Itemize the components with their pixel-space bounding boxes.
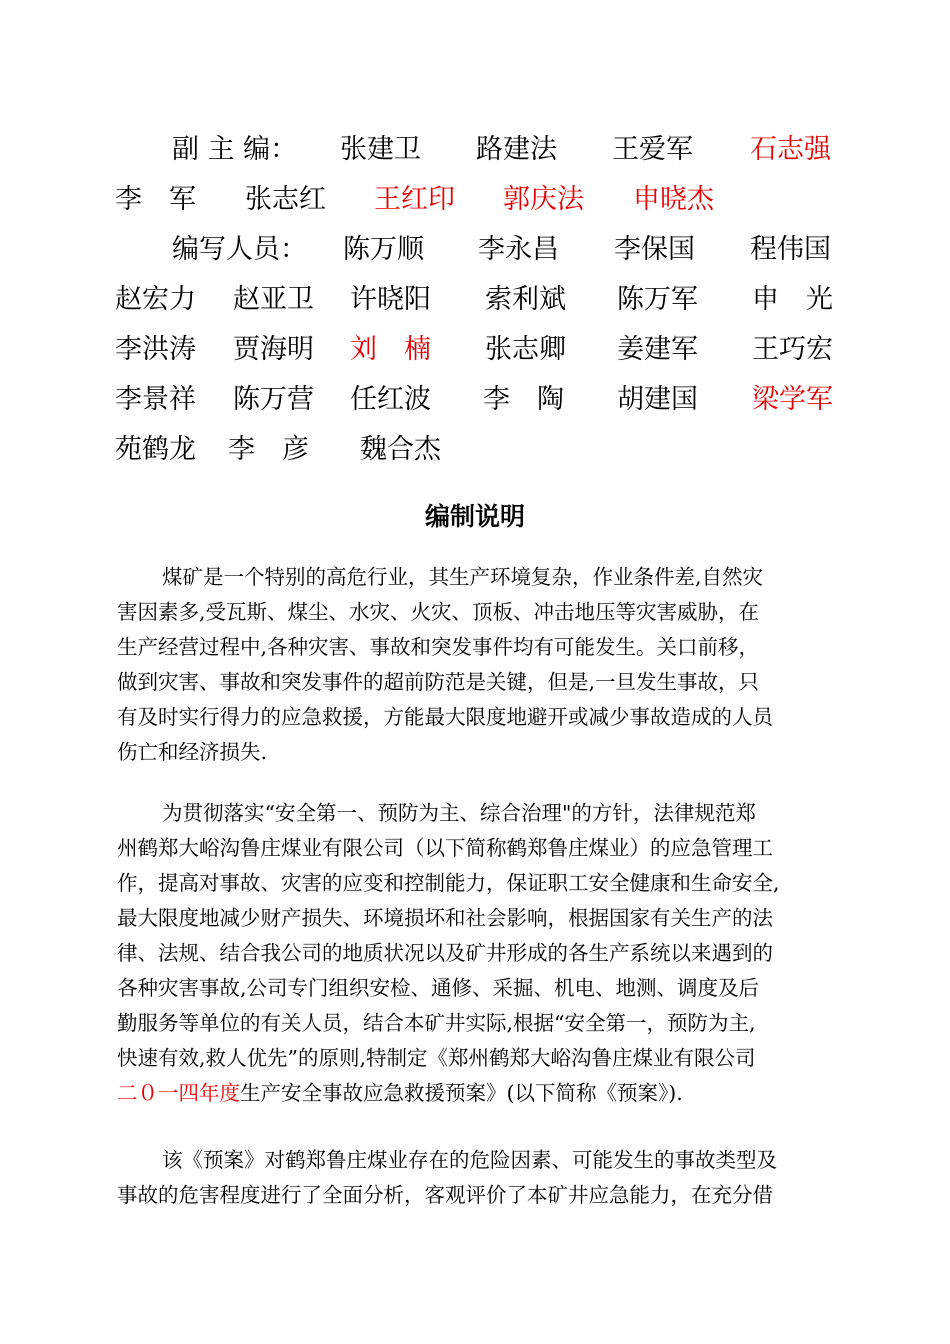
writer-name: 许晓阳 (350, 284, 431, 315)
section-title: 编制说明 (424, 502, 525, 531)
writer-name: 陈万军 (617, 284, 698, 315)
deputy-editors-row-2 (0, 186, 950, 218)
text-line: 害因素多,受瓦斯、煤尘、水灾、火灾、顶板、冲击地压等灾害威胁，在 (117, 600, 760, 624)
writer-name: 王巧宏 (752, 334, 833, 365)
writer-name: 魏合杰 (360, 434, 441, 465)
year-highlight: 二０一四年度 (117, 1081, 240, 1105)
writer-name: 李洪涛 (115, 334, 196, 365)
text-fragment: 生产安全事故应急救援预案》(以下简称《预案》). (240, 1081, 683, 1105)
text-line: 该《预案》对鹤郑鲁庄煤业存在的危险因素、可能发生的事故类型及 (162, 1148, 777, 1172)
deputy-editors-row-1 (0, 136, 950, 168)
text-line: 律、法规、结合我公司的地质状况以及矿井形成的各生产系统以来遇到的 (117, 941, 773, 965)
writer-name-highlighted: 刘 楠 (350, 334, 431, 365)
text-line (117, 1076, 839, 1111)
writers-row-2 (0, 286, 950, 318)
writer-name: 李 彦 (228, 434, 309, 465)
writers-row-1 (0, 236, 950, 268)
deputy-editors-label: 副 主 编： (172, 134, 298, 165)
writer-name: 贾海明 (233, 334, 314, 365)
writer-name: 李保国 (614, 234, 695, 265)
text-line: 州鹤郑大峪沟鲁庄煤业有限公司（以下简称鹤郑鲁庄煤业）的应急管理工 (117, 836, 773, 860)
text-line: 各种灾害事故,公司专门组织安检、通修、采掘、机电、地测、调度及后 (117, 976, 760, 1000)
writer-name: 任红波 (350, 384, 431, 415)
paragraph-2 (117, 796, 839, 1111)
writer-name: 李景祥 (115, 384, 196, 415)
editor-name: 张志红 (245, 184, 326, 215)
text-line: 最大限度地减少财产损失、环境损坏和社会影响，根据国家有关生产的法 (117, 906, 773, 930)
writers-row-4 (0, 386, 950, 418)
text-line: 事故的危害程度进行了全面分析，客观评价了本矿井应急能力，在充分借 (117, 1183, 773, 1207)
writer-name: 李永昌 (478, 234, 559, 265)
editor-name-highlighted: 申晓杰 (633, 184, 714, 215)
editor-name: 路建法 (476, 134, 557, 165)
writer-name: 苑鹤龙 (115, 434, 196, 465)
writer-name: 胡建国 (617, 384, 698, 415)
writers-row-3 (0, 336, 950, 368)
editor-name: 李 军 (115, 184, 196, 215)
paragraph-1 (117, 560, 839, 770)
writer-name: 姜建军 (617, 334, 698, 365)
text-line: 作，提高对事故、灾害的应变和控制能力，保证职工安全健康和生命安全, (117, 871, 780, 895)
writer-name-highlighted: 梁学军 (752, 384, 833, 415)
text-line: 伤亡和经济损失. (117, 740, 268, 764)
writer-name: 陈万营 (233, 384, 314, 415)
writer-name: 赵宏力 (115, 284, 196, 315)
writer-name: 李 陶 (483, 384, 564, 415)
editor-name-highlighted: 石志强 (750, 134, 831, 165)
writer-name: 索利斌 (485, 284, 566, 315)
editor-name: 王爱军 (612, 134, 693, 165)
paragraph-3 (117, 1143, 839, 1213)
writer-name: 程伟国 (750, 234, 831, 265)
text-line: 做到灾害、事故和突发事件的超前防范是关键，但是,一旦发生事故，只 (117, 670, 760, 694)
editor-name: 张建卫 (340, 134, 421, 165)
editor-name-highlighted: 王红印 (374, 184, 455, 215)
text-line: 生产经营过程中,各种灾害、事故和突发事件均有可能发生。关口前移， (117, 635, 760, 659)
writer-name: 赵亚卫 (233, 284, 314, 315)
editor-name-highlighted: 郭庆法 (503, 184, 584, 215)
writer-name: 张志卿 (485, 334, 566, 365)
writer-name: 陈万顺 (343, 234, 424, 265)
text-line: 勤服务等单位的有关人员，结合本矿井实际,根据“安全第一，预防为主, (117, 1011, 756, 1035)
writers-label: 编写人员： (172, 234, 307, 265)
text-line: 快速有效,救人优先”的原则,特制定《郑州鹤郑大峪沟鲁庄煤业有限公司 (117, 1046, 756, 1070)
writers-row-5 (0, 436, 950, 468)
writer-name: 申 光 (752, 284, 833, 315)
text-line: 有及时实行得力的应急救援，方能最大限度地避开或减少事故造成的人员 (117, 705, 773, 729)
text-line: 煤矿是一个特别的高危行业，其生产环境复杂，作业条件差,自然灾 (162, 565, 764, 589)
text-line: 为贯彻落实“安全第一、预防为主、综合治理"的方针，法律规范郑 (162, 801, 756, 825)
